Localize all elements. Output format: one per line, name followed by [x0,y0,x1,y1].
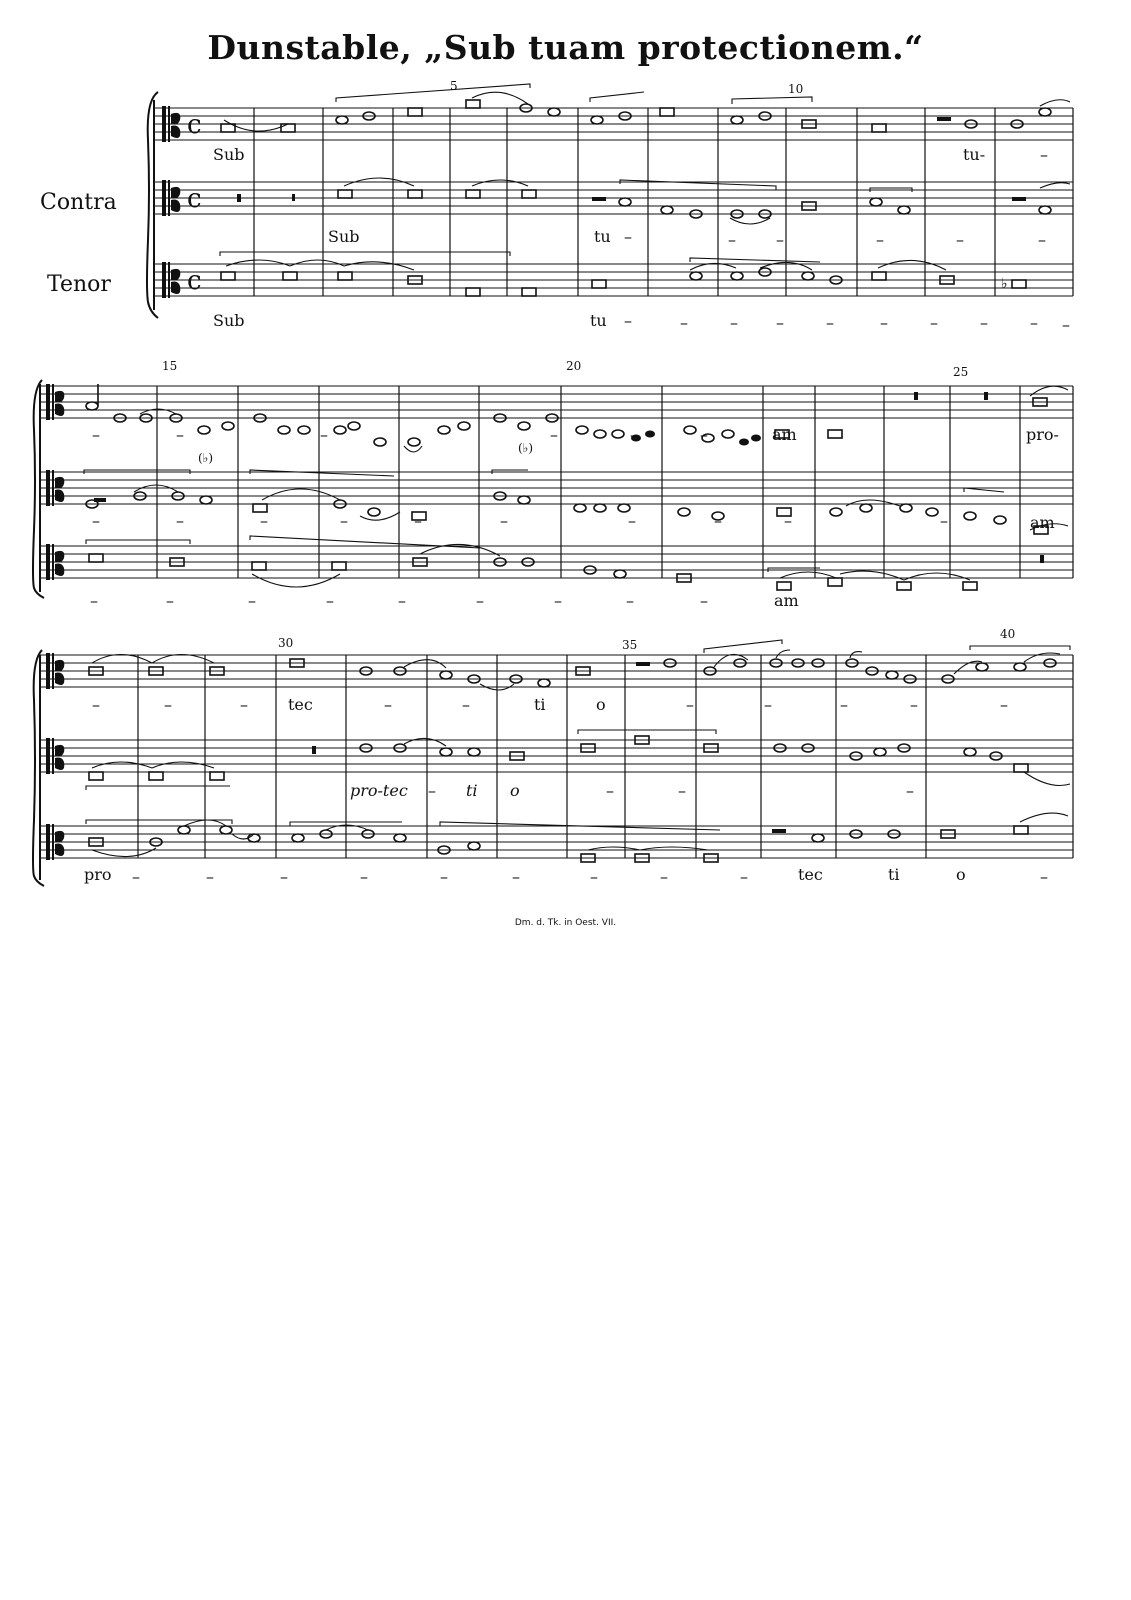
lyric-syllable: – [550,425,558,444]
lyric-syllable: – [1030,313,1038,332]
lyrics-contra-2 [92,511,1055,532]
time-signatures [187,110,202,296]
staff-contra [154,182,1073,214]
lyric-syllable: – [930,313,938,332]
svg-text:c: c [187,266,202,296]
slurs-top-2 [140,386,1068,452]
staff-tenor [40,826,1073,858]
lyric-syllable: – [360,867,368,886]
accidentals-2 [198,441,533,465]
lyric-syllable: – [326,591,334,610]
score-title: Dunstable, „Sub tuam protectionem.“ [207,28,924,67]
notes-tenor [89,826,1028,862]
system-bracket [33,650,44,886]
lyric-syllable: ti [466,781,478,800]
lyric-syllable: – [500,511,508,530]
notes-top [86,384,1047,446]
measure-number: 30 [278,636,294,650]
measure-number: 40 [1000,627,1016,641]
system-2 [33,359,1073,610]
lyric-syllable: – [476,591,484,610]
lyric-syllable: – [730,313,738,332]
lyric-syllable: ti [534,695,546,714]
lyric-syllable: – [92,425,100,444]
lyric-syllable: – [320,425,328,444]
notes-contra [89,736,1028,780]
lyric-syllable: tec [288,695,313,714]
lyric-syllable: – [678,781,686,800]
lyric-syllable: Sub [213,311,245,330]
lyric-syllable: – [590,867,598,886]
lyric-syllable: am [772,425,797,444]
measure-number: 20 [566,359,582,373]
lyric-syllable: tu- [963,145,986,164]
source-footnote: Dm. d. Tk. in Oest. VII. [514,918,617,928]
lyrics-tenor-3 [84,865,1048,886]
lyric-syllable: – [462,695,470,714]
lyric-syllable: – [728,230,736,249]
lyric-syllable: – [554,591,562,610]
barlines [254,108,1073,296]
lyric-syllable: o [596,695,606,714]
lyric-syllable: – [980,313,988,332]
lyric-syllable: – [956,230,964,249]
lyric-syllable: – [680,313,688,332]
lyric-syllable: – [630,425,638,444]
measure-number: 25 [953,365,969,379]
lyric-syllable: – [1038,230,1046,249]
lyric-syllable: – [240,695,248,714]
lyric-syllable: – [714,511,722,530]
lyric-syllable: – [1000,695,1008,714]
system-bracket [147,92,158,318]
lyric-syllable: – [880,313,888,332]
lyric-syllable: – [132,867,140,886]
lyrics-tenor-1 [213,311,1070,334]
measure-numbers-2 [162,359,968,379]
lyric-syllable: – [384,695,392,714]
lyrics-top-1 [213,145,1048,164]
lyric-syllable: – [740,867,748,886]
system-1 [147,79,1073,334]
slurs-top [224,92,1070,131]
lyric-syllable: – [764,695,772,714]
lyrics-contra-3 [350,781,914,800]
clefs [162,106,180,298]
lyrics-top-2 [92,425,1059,444]
lyric-syllable: – [206,867,214,886]
notes-tenor [89,554,977,590]
lyric-syllable: – [280,867,288,886]
lyric-syllable: – [826,313,834,332]
system-bracket [33,380,44,598]
lyric-syllable: tu [590,311,607,330]
staff-tenor [40,546,1073,578]
slurs-contra-2 [134,485,1068,530]
lyric-syllable: – [784,511,792,530]
clefs [46,384,64,580]
lyric-syllable: – [1062,315,1070,334]
lyric-syllable: Sub [213,145,245,164]
lyric-syllable: am [774,591,799,610]
filled-notes-top [631,392,988,446]
lyric-syllable: – [440,867,448,886]
lyric-syllable: – [90,591,98,610]
lyric-syllable: – [626,591,634,610]
lyric-syllable: – [686,695,694,714]
slurs-tenor-2 [252,544,970,587]
lyric-syllable: – [940,511,948,530]
lyric-syllable: pro- [1026,425,1059,444]
lyric-syllable: – [1040,145,1048,164]
lyric-syllable: – [248,591,256,610]
staff-top [40,655,1073,687]
lyric-syllable: tu [594,227,611,246]
lyric-syllable: tec [798,865,823,884]
notes-contra [86,492,1048,534]
lyric-syllable: Sub [328,227,360,246]
lyrics-top-3 [92,695,1008,714]
lyric-syllable: – [700,425,708,444]
lyric-syllable: – [166,591,174,610]
lyric-syllable: – [260,511,268,530]
svg-text:c: c [187,184,202,214]
lyric-syllable: – [428,781,436,800]
measure-numbers-3 [278,627,1015,652]
lyric-syllable: pro-tec [350,781,408,800]
lyric-syllable: o [956,865,966,884]
lyric-syllable: – [910,695,918,714]
lyric-syllable: – [700,591,708,610]
lyrics-tenor-2 [90,591,799,610]
rest [772,829,786,833]
lyric-syllable: – [628,511,636,530]
lyric-syllable: – [624,227,632,246]
lyric-syllable: – [414,511,422,530]
barlines [157,386,1073,578]
lyrics-contra-1 [328,227,1046,249]
measure-number: 10 [788,82,804,96]
lyric-syllable: pro [84,865,112,884]
lyric-syllable: – [398,591,406,610]
rest [312,746,316,754]
rests-contra-2 [94,498,106,502]
staff-contra [40,740,1073,772]
ligature-brackets-contra-2 [84,470,1004,492]
lyric-syllable: – [92,695,100,714]
lyric-syllable: – [340,511,348,530]
voice-label-tenor: Tenor [47,272,111,297]
lyric-syllable: – [92,511,100,530]
lyric-syllable: – [606,781,614,800]
lyric-syllable: – [512,867,520,886]
editorial-flat: (♭) [518,441,534,455]
lyric-syllable: – [906,781,914,800]
voice-label-contra: Contra [40,190,117,215]
flat-sign: ♭ [1001,276,1008,292]
editorial-flat: (♭) [198,451,214,465]
lyric-syllable: am [1030,513,1055,532]
slurs-contra [344,178,1070,224]
measure-number: 35 [622,638,638,652]
lyric-syllable: – [176,425,184,444]
lyric-syllable: – [776,230,784,249]
lyric-syllable: ti [888,865,900,884]
rest [1040,555,1044,563]
svg-text:c: c [187,110,202,140]
lyric-syllable: – [660,867,668,886]
lyric-syllable: – [776,313,784,332]
rest [937,117,951,121]
ligature-brackets-top [336,84,812,104]
measure-number: 5 [450,79,458,93]
system-3 [33,627,1073,886]
staff-top [40,386,1073,418]
rest [636,662,650,666]
ligature-brackets-top-3 [704,640,1070,653]
lyric-syllable: – [876,230,884,249]
lyric-syllable: o [510,781,520,800]
lyric-syllable: – [624,311,632,330]
lyric-syllable: – [176,511,184,530]
measure-number: 15 [162,359,178,373]
lyric-syllable: – [164,695,172,714]
lyric-syllable: – [840,695,848,714]
staff-contra [40,472,1073,504]
lyric-syllable: – [1040,867,1048,886]
slurs-tenor [226,260,946,270]
